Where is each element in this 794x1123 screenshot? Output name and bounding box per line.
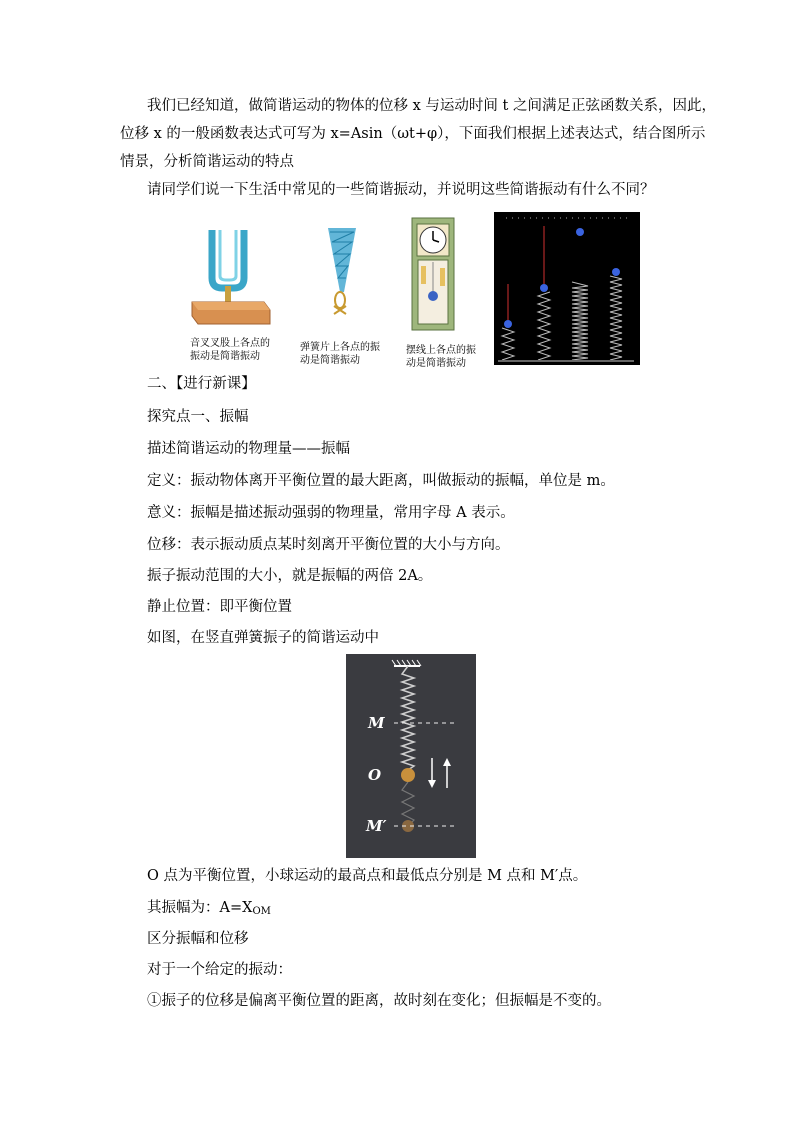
figure-caption-1-line2: 振动是简谐振动 <box>190 351 260 362</box>
intro-line2: 位移 x 的一般函数表达式可写为 x=Asin（ωt+φ），下面我们根据上述表达式，结合图所示 <box>120 126 706 142</box>
label-m: M <box>368 714 385 732</box>
after-desc: O 点为平衡位置，小球运动的最高点和最低点分别是 M 点和 M′点。 <box>147 868 588 884</box>
point1-subtitle: 描述简谐运动的物理量——振幅 <box>147 441 350 457</box>
as-figure-text: 如图，在竖直弹簧振子的简谐运动中 <box>147 630 379 646</box>
given-text: 对于一个给定的振动： <box>147 962 292 978</box>
intro-question: 请同学们说一下生活中常见的一些简谐振动，并说明这些简谐振动有什么不同？ <box>147 182 655 198</box>
definition-text: 定义：振动物体离开平衡位置的最大距离，叫做振动的振幅，单位是 m。 <box>147 473 615 489</box>
rest-position-text: 静止位置：即平衡位置 <box>147 599 292 615</box>
intro-line3: 情景，分析简谐运动的特点 <box>120 154 294 170</box>
figure-caption-1 <box>190 337 270 363</box>
meaning-text: 意义：振幅是描述振动强弱的物理量，常用字母 A 表示。 <box>147 505 515 521</box>
spring-blade-image <box>316 222 366 322</box>
displacement-text: 位移：表示振动质点某时刻离开平衡位置的大小与方向。 <box>147 537 510 553</box>
figure-caption-3-line1: 摆线上各点的振 <box>406 345 476 356</box>
figure-caption-2-line1: 弹簧片上各点的振 <box>300 342 380 353</box>
point1-title: 探究点一、振幅 <box>147 409 249 425</box>
label-m-prime: M′ <box>366 817 387 835</box>
amplitude-formula-prefix: 其振幅为：A=X <box>147 900 253 916</box>
figure-caption-2 <box>300 341 380 367</box>
vertical-spring-figure <box>346 654 476 858</box>
distinguish-text: 区分振幅和位移 <box>147 931 249 947</box>
section-title: 二、【进行新课】 <box>147 376 256 392</box>
figure-caption-3-line2: 动是简谐振动 <box>406 358 466 369</box>
figure-caption-2-line2: 动是简谐振动 <box>300 355 360 366</box>
figure-caption-3 <box>406 344 476 370</box>
amplitude-formula-sub: OM <box>252 906 271 917</box>
pendulum-clock-image <box>408 216 458 332</box>
intro-line1: 我们已经知道，做简谐运动的物体的位移 x 与运动时间 t 之间满足正弦函数关系，因此， <box>147 98 716 114</box>
item1-text: ①振子的位移是偏离平衡位置的距离，故时刻在变化；但振幅是不变的。 <box>147 993 611 1009</box>
amplitude-formula <box>147 898 703 922</box>
range-text: 振子振动范围的大小，就是振幅的两倍 2A。 <box>147 568 433 584</box>
tuning-fork-image <box>186 218 276 330</box>
springs-animation-image <box>494 212 640 365</box>
figure-caption-1-line1: 音叉叉股上各点的 <box>190 338 270 349</box>
label-o: O <box>368 766 382 784</box>
